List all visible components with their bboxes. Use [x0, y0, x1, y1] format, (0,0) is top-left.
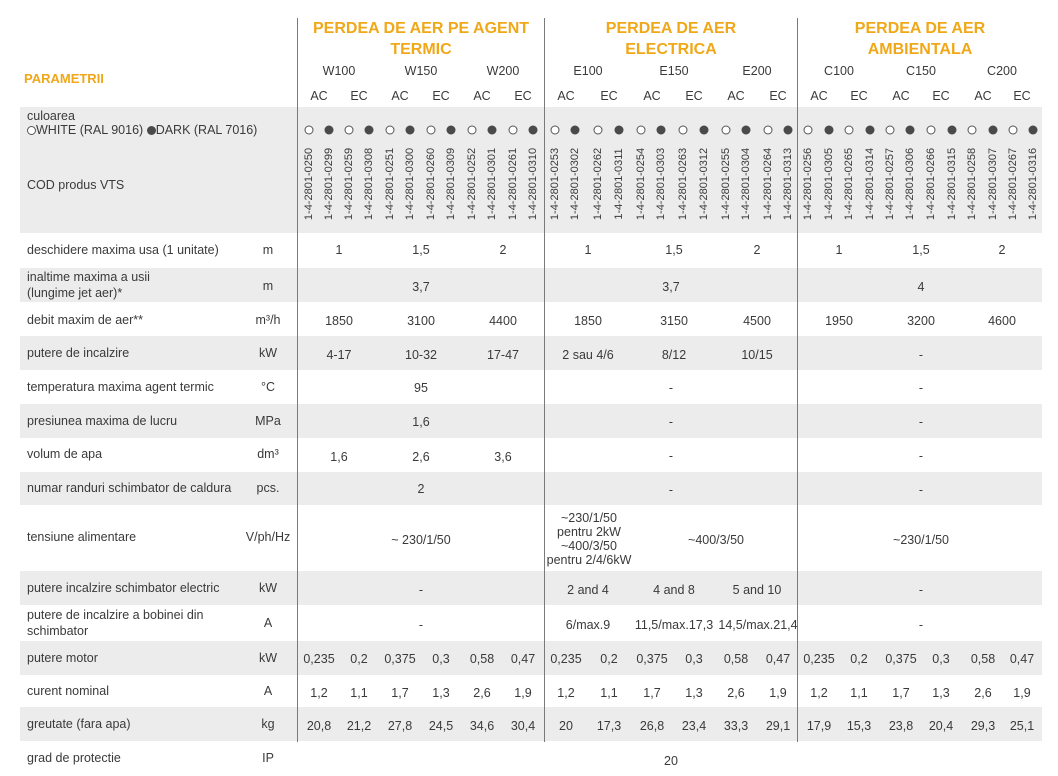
- ac-ec-subheader: EC: [932, 89, 950, 103]
- cell-value: 2 and 4: [567, 583, 609, 597]
- row-label-line2: (lungime jet aer)*: [27, 286, 123, 300]
- cell-value: 1850: [574, 314, 602, 328]
- white-circle-icon: [845, 126, 854, 135]
- cell-value: 10-32: [405, 348, 437, 362]
- cell-value: 25,1: [1009, 719, 1035, 733]
- cell-value: 1,2: [557, 686, 575, 700]
- white-circle-icon: [427, 126, 436, 135]
- row-unit: kW: [258, 346, 278, 360]
- cell-value: 95: [414, 381, 428, 395]
- cell-value: 4-17: [326, 348, 352, 362]
- cell-value: 33,3: [723, 719, 749, 733]
- cell-value: 1,1: [350, 686, 368, 700]
- cell-value: 1: [584, 243, 592, 257]
- dark-circle-icon: [948, 126, 957, 135]
- ac-ec-subheader: EC: [432, 89, 450, 103]
- white-circle-icon: [386, 126, 395, 135]
- cell-value: ~ 230/1/50: [391, 533, 451, 547]
- cell-value: 2 sau 4/6: [562, 348, 614, 362]
- row-label: numar randuri schimbator de caldura: [27, 481, 232, 495]
- product-code: 1-4-2801-0253: [549, 147, 561, 221]
- cell-value: 2: [417, 482, 425, 496]
- cell-value: -: [918, 483, 924, 497]
- cell-value: 1950: [825, 314, 853, 328]
- cell-value: 23,8: [888, 719, 914, 733]
- cell-value: ~400/3/50: [688, 533, 744, 547]
- ac-ec-subheader: AC: [727, 89, 745, 103]
- cell-value: 2: [499, 243, 507, 257]
- dark-circle-icon: [615, 126, 624, 135]
- cell-value: -: [668, 381, 674, 395]
- group-title-electrica: PERDEA DE AER ELECTRICA: [605, 20, 737, 58]
- row-label: greutate (fara apa): [27, 717, 131, 731]
- cell-value: 4: [917, 280, 925, 294]
- cell-value: 0,2: [850, 652, 868, 666]
- row-label: deschidere maxima usa (1 unitate): [27, 243, 219, 257]
- cell-value: 34,6: [469, 719, 495, 733]
- ac-ec-subheader: AC: [974, 89, 992, 103]
- dark-circle-icon: [147, 126, 156, 135]
- row-unit: m: [262, 243, 274, 257]
- white-circle-icon: [637, 126, 646, 135]
- dark-circle-icon: [700, 126, 709, 135]
- white-circle-icon: [927, 126, 936, 135]
- cell-value: -: [918, 583, 924, 597]
- cell-value: 1,7: [643, 686, 661, 700]
- white-legend: WHITE (RAL 9016): [36, 123, 144, 137]
- ac-ec-subheader: AC: [810, 89, 828, 103]
- product-code: 1-4-2801-0316: [1027, 147, 1039, 221]
- product-code: 1-4-2801-0307: [987, 147, 999, 221]
- white-circle-icon: [468, 126, 477, 135]
- cell-value: 0,47: [765, 652, 791, 666]
- product-code: 1-4-2801-0308: [363, 147, 375, 221]
- cell-value: 4500: [743, 314, 771, 328]
- ac-ec-subheader: AC: [391, 89, 409, 103]
- white-circle-icon: [722, 126, 731, 135]
- cell-value: -: [918, 618, 924, 632]
- cell-value: -: [418, 583, 424, 597]
- ac-ec-subheader: EC: [685, 89, 703, 103]
- cell-value: 1,2: [310, 686, 328, 700]
- white-circle-icon: [679, 126, 688, 135]
- row-unit: A: [263, 684, 273, 698]
- cell-value: -: [668, 449, 674, 463]
- cell-value: 1,2: [810, 686, 828, 700]
- white-circle-icon: [27, 126, 36, 135]
- cell-value: 27,8: [387, 719, 413, 733]
- product-code: 1-4-2801-0300: [404, 147, 416, 221]
- cell-value: 1,5: [665, 243, 683, 257]
- ac-ec-subheader: EC: [850, 89, 868, 103]
- row-label: volum de apa: [27, 447, 103, 461]
- white-circle-icon: [968, 126, 977, 135]
- cell-value: -: [918, 449, 924, 463]
- cell-value: 0,235: [303, 652, 335, 666]
- cell-value: 6/max.9: [565, 618, 611, 632]
- cell-value: 0,3: [432, 652, 450, 666]
- row-unit: m³/h: [255, 313, 281, 327]
- ac-ec-subheader: EC: [350, 89, 368, 103]
- product-code: 1-4-2801-0306: [904, 147, 916, 221]
- cell-value: 5 and 10: [732, 583, 782, 597]
- color-label: culoarea: [27, 109, 75, 123]
- cell-value: 1,6: [412, 415, 430, 429]
- cell-value: 20,4: [928, 719, 954, 733]
- product-code: 1-4-2801-0266: [925, 147, 937, 221]
- row-band: [20, 268, 1042, 302]
- product-code: 1-4-2801-0315: [946, 147, 958, 221]
- ac-ec-subheader: EC: [769, 89, 787, 103]
- product-code: 1-4-2801-0259: [343, 147, 355, 221]
- group-divider: [797, 18, 798, 742]
- cell-value: 1,3: [432, 686, 450, 700]
- cell-value: 1,9: [769, 686, 787, 700]
- product-code: 1-4-2801-0312: [698, 147, 710, 221]
- cell-value: 2,6: [412, 450, 430, 464]
- white-circle-icon: [886, 126, 895, 135]
- white-circle-icon: [594, 126, 603, 135]
- row-label-line2: schimbator: [27, 624, 89, 638]
- row-label: putere de incalzire a bobinei din: [27, 608, 204, 622]
- cell-value: 1850: [325, 314, 353, 328]
- product-code: 1-4-2801-0311: [613, 148, 625, 220]
- model-label: E150: [659, 64, 689, 78]
- cell-value: 2,6: [727, 686, 745, 700]
- row-unit: kW: [258, 651, 278, 665]
- cell-value: 26,8: [639, 719, 665, 733]
- color-legend: [27, 123, 257, 137]
- dark-circle-icon: [325, 126, 334, 135]
- product-code: 1-4-2801-0264: [762, 147, 774, 221]
- product-code: 1-4-2801-0257: [884, 147, 896, 221]
- row-label: presiunea maxima de lucru: [27, 414, 178, 428]
- dark-circle-icon: [1029, 126, 1038, 135]
- cell-value: 1,9: [514, 686, 532, 700]
- product-code: 1-4-2801-0251: [384, 147, 396, 221]
- cell-value: -: [918, 348, 924, 362]
- cell-value: -: [668, 415, 674, 429]
- product-code: 1-4-2801-0302: [569, 147, 581, 221]
- ac-ec-subheader: AC: [557, 89, 575, 103]
- product-code: 1-4-2801-0255: [720, 147, 732, 221]
- cell-value: 1,7: [892, 686, 910, 700]
- row-label: inaltime maxima a usii: [27, 270, 150, 284]
- cell-value: 1,6: [330, 450, 348, 464]
- row-unit: V/ph/Hz: [245, 530, 291, 544]
- ac-ec-subheader: AC: [892, 89, 910, 103]
- group-divider: [297, 18, 298, 742]
- ac-ec-subheader: AC: [473, 89, 491, 103]
- dark-circle-icon: [906, 126, 915, 135]
- cell-value: 8/12: [661, 348, 687, 362]
- product-code: 1-4-2801-0254: [635, 147, 647, 221]
- row-unit: m: [262, 279, 274, 293]
- product-code: 1-4-2801-0262: [592, 147, 604, 221]
- cell-value: 29,3: [970, 719, 996, 733]
- white-circle-icon: [804, 126, 813, 135]
- cell-value: 1: [335, 243, 343, 257]
- model-label: C200: [987, 64, 1017, 78]
- parameters-heading: PARAMETRII: [24, 71, 104, 86]
- dark-circle-icon: [406, 126, 415, 135]
- product-code: 1-4-2801-0299: [323, 147, 335, 221]
- cell-value: -: [918, 381, 924, 395]
- dark-circle-icon: [784, 126, 793, 135]
- cell-value: 3100: [407, 314, 435, 328]
- row-label: putere motor: [27, 651, 98, 665]
- row-unit: kW: [258, 581, 278, 595]
- row-label: temperatura maxima agent termic: [27, 380, 214, 394]
- product-code: 1-4-2801-0265: [843, 147, 855, 221]
- dark-circle-icon: [989, 126, 998, 135]
- cell-value: 1,3: [685, 686, 703, 700]
- row-unit: kg: [261, 717, 275, 731]
- code-label: COD produs VTS: [27, 178, 125, 192]
- dark-circle-icon: [365, 126, 374, 135]
- dark-circle-icon: [488, 126, 497, 135]
- cell-value: 20: [559, 719, 573, 733]
- product-code: 1-4-2801-0313: [782, 147, 794, 221]
- row-unit: pcs.: [256, 481, 280, 495]
- cell-value: 2,6: [974, 686, 992, 700]
- row-label: putere incalzire schimbator electric: [27, 581, 220, 595]
- row-label: grad de protectie: [27, 751, 121, 765]
- cell-value: 0,375: [885, 652, 917, 666]
- row-label: curent nominal: [27, 684, 109, 698]
- cell-value: 24,5: [428, 719, 454, 733]
- cell-value: 17-47: [487, 348, 519, 362]
- product-code: 1-4-2801-0267: [1007, 147, 1019, 221]
- dark-circle-icon: [657, 126, 666, 135]
- white-circle-icon: [764, 126, 773, 135]
- cell-value: 2,6: [473, 686, 491, 700]
- cell-value: -: [918, 415, 924, 429]
- cell-value: 29,1: [765, 719, 791, 733]
- row-unit: dm³: [257, 447, 279, 461]
- cell-value: 0,58: [970, 652, 996, 666]
- cell-value: -: [668, 483, 674, 497]
- product-code: 1-4-2801-0310: [527, 147, 539, 221]
- cell-line: ~400/3/50: [561, 539, 617, 553]
- row-band: [20, 336, 1042, 370]
- cell-value: 1,5: [412, 243, 430, 257]
- cell-value: 0,58: [469, 652, 495, 666]
- cell-line: pentru 2/4/6kW: [546, 553, 632, 567]
- product-code: 1-4-2801-0258: [966, 147, 978, 221]
- cell-value: 4 and 8: [653, 583, 695, 597]
- row-unit: MPa: [255, 414, 281, 428]
- cell-value: 1: [835, 243, 843, 257]
- cell-value: 14,5/max.21,4: [718, 618, 798, 632]
- model-label: E200: [742, 64, 772, 78]
- cell-value: ~230/1/50: [893, 533, 949, 547]
- product-code: 1-4-2801-0261: [507, 147, 519, 221]
- product-code: 1-4-2801-0314: [864, 147, 876, 221]
- cell-value: 0,47: [1009, 652, 1035, 666]
- group-title-termic: PERDEA DE AER PE AGENT TERMIC: [312, 20, 530, 58]
- cell-value: 2: [998, 243, 1006, 257]
- cell-value: 23,4: [681, 719, 707, 733]
- product-code: 1-4-2801-0260: [425, 147, 437, 221]
- cell-value: 17,3: [596, 719, 622, 733]
- product-code: 1-4-2801-0304: [740, 147, 752, 221]
- product-code: 1-4-2801-0252: [466, 147, 478, 221]
- dark-circle-icon: [742, 126, 751, 135]
- cell-value: 17,9: [806, 719, 832, 733]
- cell-value: 15,3: [846, 719, 872, 733]
- product-code: 1-4-2801-0250: [303, 147, 315, 221]
- cell-value: 0,2: [350, 652, 368, 666]
- cell-value: 4400: [489, 314, 517, 328]
- dark-circle-icon: [529, 126, 538, 135]
- cell-value: 0,3: [685, 652, 703, 666]
- row-label: putere de incalzire: [27, 346, 130, 360]
- product-code: 1-4-2801-0305: [823, 147, 835, 221]
- product-code: 1-4-2801-0303: [655, 147, 667, 221]
- row-unit: IP: [262, 751, 274, 765]
- cell-value: 0,235: [803, 652, 835, 666]
- model-label: W200: [486, 64, 520, 78]
- dark-circle-icon: [825, 126, 834, 135]
- dark-legend: DARK (RAL 7016): [155, 123, 258, 137]
- ac-ec-subheader: AC: [310, 89, 328, 103]
- row-unit: A: [263, 616, 273, 630]
- white-circle-icon: [551, 126, 560, 135]
- row-unit: °C: [260, 380, 276, 394]
- cell-value: 10/15: [741, 348, 773, 362]
- model-label: C150: [906, 64, 936, 78]
- cell-value: 3,7: [412, 280, 430, 294]
- cell-value: 0,2: [600, 652, 618, 666]
- cell-value-voltage: [547, 511, 632, 567]
- ac-ec-subheader: EC: [514, 89, 532, 103]
- cell-value: 4600: [988, 314, 1016, 328]
- cell-value: 0,235: [550, 652, 582, 666]
- model-label: W150: [404, 64, 438, 78]
- ac-ec-subheader: EC: [1013, 89, 1031, 103]
- product-code: 1-4-2801-0263: [677, 147, 689, 221]
- cell-value: 3150: [660, 314, 688, 328]
- dark-circle-icon: [571, 126, 580, 135]
- product-code: 1-4-2801-0256: [802, 147, 814, 221]
- model-label: C100: [824, 64, 854, 78]
- model-label: W100: [322, 64, 356, 78]
- cell-value: 3200: [907, 314, 935, 328]
- cell-value: 0,375: [636, 652, 668, 666]
- row-label: debit maxim de aer**: [27, 313, 144, 327]
- cell-value: 0,47: [510, 652, 536, 666]
- cell-value: 1,7: [391, 686, 409, 700]
- cell-value: 0,58: [723, 652, 749, 666]
- cell-line: pentru 2kW: [557, 525, 621, 539]
- dark-circle-icon: [447, 126, 456, 135]
- cell-value: 0,3: [932, 652, 950, 666]
- cell-value: 0,375: [384, 652, 416, 666]
- cell-value: 3,6: [494, 450, 512, 464]
- cell-value: 1,1: [850, 686, 868, 700]
- white-circle-icon: [509, 126, 518, 135]
- cell-value: 2: [753, 243, 761, 257]
- cell-value: 3,7: [662, 280, 680, 294]
- product-code: 1-4-2801-0309: [445, 147, 457, 221]
- product-code: 1-4-2801-0301: [486, 147, 498, 221]
- cell-value: 1,5: [912, 243, 930, 257]
- dark-circle-icon: [866, 126, 875, 135]
- cell-value: -: [418, 618, 424, 632]
- cell-value: 30,4: [510, 719, 536, 733]
- white-circle-icon: [345, 126, 354, 135]
- white-circle-icon: [305, 126, 314, 135]
- white-circle-icon: [1009, 126, 1018, 135]
- group-title-ambientala: PERDEA DE AER AMBIENTALA: [854, 20, 986, 58]
- ac-ec-subheader: AC: [643, 89, 661, 103]
- cell-value: 1,1: [600, 686, 618, 700]
- cell-value: 20: [664, 754, 678, 768]
- cell-value: 1,3: [932, 686, 950, 700]
- cell-value: 21,2: [346, 719, 372, 733]
- cell-value: 20,8: [306, 719, 332, 733]
- cell-value: 1,9: [1013, 686, 1031, 700]
- group-divider: [544, 18, 545, 742]
- cell-line: ~230/1/50: [561, 511, 617, 525]
- ac-ec-subheader: EC: [600, 89, 618, 103]
- model-label: E100: [573, 64, 603, 78]
- cell-value: 11,5/max.17,3: [634, 618, 714, 632]
- row-label: tensiune alimentare: [27, 530, 137, 544]
